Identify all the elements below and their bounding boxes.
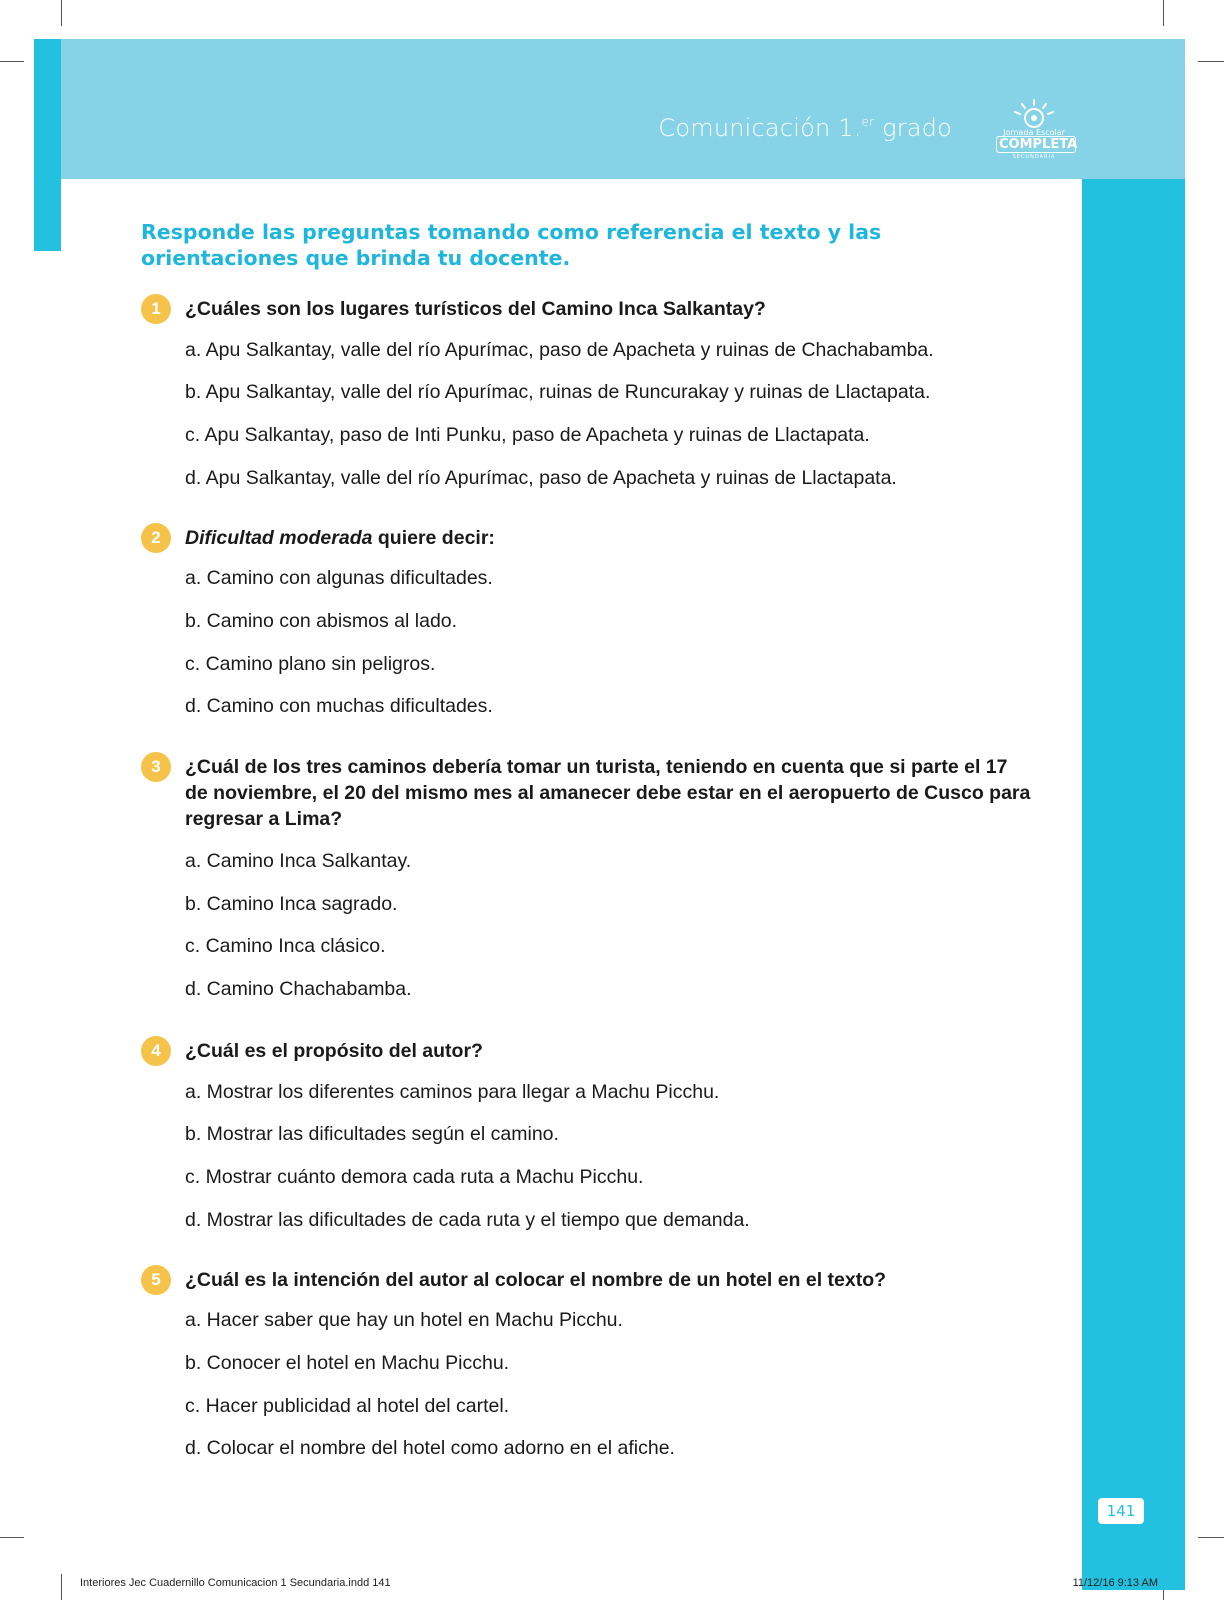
answer-option-a: a. Mostrar los diferentes caminos para llegar a Machu Picchu. bbox=[185, 1081, 720, 1103]
answer-option-a: a. Camino con algunas dificultades. bbox=[185, 567, 493, 589]
answer-option-b: b. Camino con abismos al lado. bbox=[185, 610, 458, 632]
footer-file-info: Interiores Jec Cuadernillo Comunicacion 1 Secundaria.indd 141 bbox=[80, 1577, 391, 1589]
logo-tiny-text: SECUNDARIA bbox=[1012, 154, 1056, 160]
sun-icon bbox=[992, 98, 1076, 132]
crop-mark bbox=[61, 0, 62, 26]
answer-option-d: d. Colocar el nombre del hotel como adorno en el afiche. bbox=[185, 1437, 675, 1459]
answer-option-a: a. Apu Salkantay, valle del río Apurímac, paso de Apacheta y ruinas de Chachabamba. bbox=[185, 339, 934, 361]
answer-option-a: a. Camino Inca Salkantay. bbox=[185, 850, 412, 872]
logo-main-text: COMPLETA bbox=[996, 136, 1076, 153]
crop-mark bbox=[1198, 61, 1224, 62]
question-number-badge: 4 bbox=[141, 1036, 171, 1066]
question-text-rest: quiere decir: bbox=[372, 527, 495, 549]
crop-mark bbox=[61, 1574, 62, 1600]
logo-small-text: Jornada Escolar bbox=[1003, 128, 1065, 137]
question-text: ¿Cuál es el propósito del autor? bbox=[185, 1040, 483, 1062]
answer-option-c: c. Apu Salkantay, paso de Inti Punku, paso de Apacheta y ruinas de Llactapata. bbox=[185, 424, 870, 446]
right-accent-strip bbox=[1082, 179, 1185, 1590]
question-text: ¿Cuál es la intención del autor al colocar el nombre de un hotel en el texto? bbox=[185, 1269, 887, 1291]
answer-option-c: c. Camino Inca clásico. bbox=[185, 935, 386, 957]
crop-mark bbox=[1198, 1537, 1224, 1538]
answer-option-d: d. Camino Chachabamba. bbox=[185, 978, 412, 1000]
question-text: ¿Cuál de los tres caminos debería tomar un turista, teniendo en cuenta que si parte el 17 de noviembre, el 20 del mismo mes al amanecer debe estar en el aeropuerto de Cusco para regresar a Lima? bbox=[185, 756, 1031, 830]
question-number-badge: 2 bbox=[141, 523, 171, 553]
answer-option-b: b. Camino Inca sagrado. bbox=[185, 893, 398, 915]
crop-mark bbox=[1163, 0, 1164, 26]
answer-option-b: b. Mostrar las dificultades según el camino. bbox=[185, 1123, 559, 1145]
answer-option-b: b. Apu Salkantay, valle del río Apurímac, ruinas de Runcurakay y ruinas de Llactapata. bbox=[185, 381, 931, 403]
header-title: Comunicación 1.$^{er}$ grado bbox=[658, 114, 952, 142]
question-text-italic: Dificultad moderada bbox=[185, 527, 373, 549]
answer-option-c: c. Hacer publicidad al hotel del cartel. bbox=[185, 1395, 510, 1417]
left-accent-strip bbox=[34, 39, 61, 251]
question-number-badge: 3 bbox=[141, 752, 171, 782]
question-text: ¿Cuáles son los lugares turísticos del Camino Inca Salkantay? bbox=[185, 298, 766, 320]
answer-option-b: b. Conocer el hotel en Machu Picchu. bbox=[185, 1352, 510, 1374]
instruction-heading: Responde las preguntas tomando como referencia el texto y las orientaciones que brinda tu docente. bbox=[141, 220, 882, 270]
answer-option-c: c. Camino plano sin peligros. bbox=[185, 653, 436, 675]
crop-mark bbox=[0, 61, 24, 62]
footer-timestamp: 11/12/16 9:13 AM bbox=[1072, 1577, 1158, 1589]
page-number: 141 bbox=[1098, 1498, 1144, 1524]
crop-mark bbox=[0, 1537, 24, 1538]
answer-option-d: d. Mostrar las dificultades de cada ruta y el tiempo que demanda. bbox=[185, 1209, 750, 1231]
answer-option-d: d. Apu Salkantay, valle del río Apurímac, paso de Apacheta y ruinas de Llactapata. bbox=[185, 467, 897, 489]
question-text bbox=[185, 525, 1031, 551]
answer-option-c: c. Mostrar cuánto demora cada ruta a Machu Picchu. bbox=[185, 1166, 644, 1188]
jornada-escolar-logo bbox=[992, 98, 1076, 158]
question-number-badge: 1 bbox=[141, 294, 171, 324]
answer-option-a: a. Hacer saber que hay un hotel en Machu Picchu. bbox=[185, 1309, 623, 1331]
answer-option-d: d. Camino con muchas dificultades. bbox=[185, 695, 493, 717]
question-number-badge: 5 bbox=[141, 1265, 171, 1295]
